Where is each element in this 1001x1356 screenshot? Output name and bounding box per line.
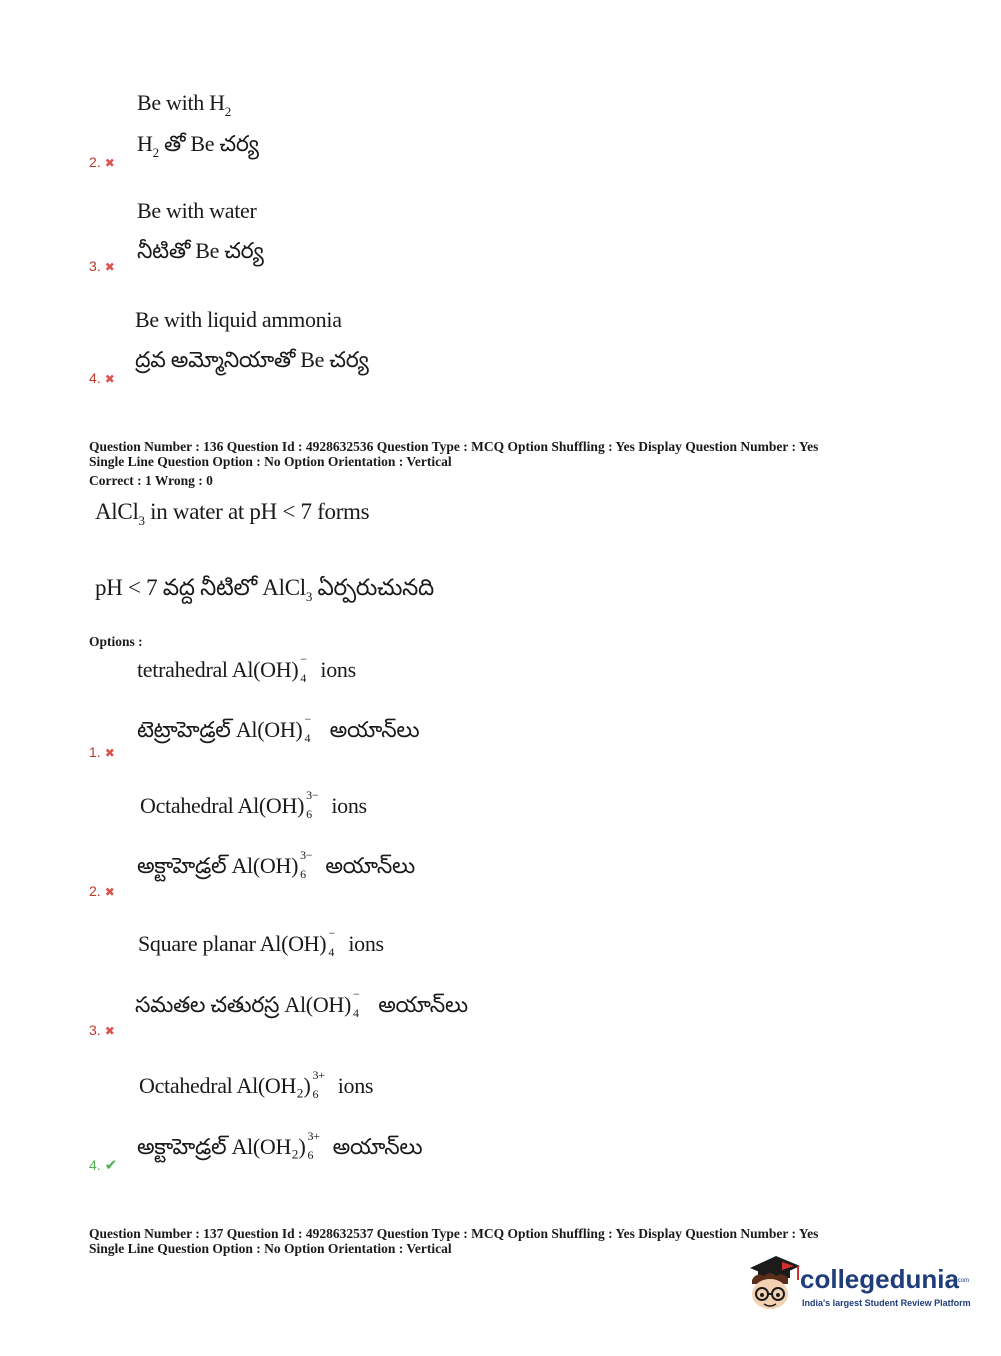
logo-wordmark: collegedunia (800, 1264, 959, 1294)
prev-option-4-english: Be with liquid ammonia (135, 307, 342, 332)
question-136-text-telugu: pH < 7 వద్ద నీటిలో AlCl$_3$ ఏర్పరుచునది (95, 575, 434, 604)
collegedunia-logo (742, 1250, 972, 1320)
prev-option-4-marker (89, 370, 115, 388)
option-3-telugu: సమతల చతురస్ర Al(OH) − 4 అయాన్‌లు (135, 986, 468, 1020)
prev-option-2-marker (89, 154, 115, 172)
prev-option-4-telugu: ద్రవ అమ్మోనియాతో Be చర్య (135, 347, 369, 372)
prev-option-3-marker (89, 258, 115, 276)
option-1-marker (89, 744, 115, 762)
question-136-marks: Correct : 1 Wrong : 0 (89, 473, 213, 488)
question-136-meta-line2: Single Line Question Option : No Option Orientation : Vertical (89, 454, 452, 469)
option-number: 3. (89, 1022, 101, 1038)
question-136-meta (89, 439, 818, 469)
options-label: Options : (89, 634, 143, 649)
question-137-meta-line1: Question Number : 137 Question Id : 4928632537 Question Type : MCQ Option Shuffling : Yes Display Question Number : Yes (89, 1226, 819, 1241)
option-3-english: Square planar Al(OH) − 4 ions (138, 925, 384, 959)
option-number: 3. (89, 258, 101, 274)
wrong-icon: ✖ (104, 746, 115, 760)
question-136-meta-line1: Question Number : 136 Question Id : 4928632536 Question Type : MCQ Option Shuffling : Yes Display Question Number : Yes (89, 439, 819, 454)
prev-option-2-telugu: $H_2$ తో Be చర్య (137, 131, 259, 160)
prev-option-2-english: Be with $H_2$ (137, 90, 231, 119)
option-number: 4. (89, 370, 101, 386)
wrong-icon: ✖ (104, 1024, 115, 1038)
option-4-english: Octahedral Al(OH₂) 3+ 6 ions (139, 1067, 374, 1101)
option-2-marker (89, 883, 115, 901)
prev-option-3-telugu: నీటితో Be చర్య (137, 238, 264, 263)
option-number: 4. (89, 1157, 101, 1173)
option-4-telugu: అక్టాహెడ్రల్ Al(OH₂) 3+ 6 అయాన్‌లు (137, 1128, 423, 1162)
option-1-telugu: టెట్రాహెడ్రల్ Al(OH) − 4 అయాన్‌లు (137, 711, 420, 745)
option-4-marker (89, 1156, 117, 1175)
wrong-icon: ✖ (104, 260, 115, 274)
option-2-telugu: అక్టాహెడ్రల్ Al(OH) 3− 6 అయాన్‌లు (137, 847, 415, 881)
prev-option-3-english: Be with water (137, 198, 257, 223)
option-number: 2. (89, 154, 101, 170)
option-1-english: tetrahedral Al(OH) − 4 ions (137, 651, 356, 685)
option-number: 1. (89, 744, 101, 760)
option-2-english: Octahedral Al(OH) 3− 6 ions (140, 787, 367, 821)
option-3-marker (89, 1022, 115, 1040)
wrong-icon: ✖ (104, 156, 115, 170)
wrong-icon: ✖ (104, 885, 115, 899)
question-136-text-english: AlCl$_3$ in water at pH < 7 forms (95, 499, 370, 528)
logo-suffix: .com (956, 1278, 970, 1284)
mascot-icon (742, 1250, 802, 1316)
question-137-meta-line2: Single Line Question Option : No Option Orientation : Vertical (89, 1241, 452, 1256)
option-number: 2. (89, 883, 101, 899)
wrong-icon: ✖ (104, 372, 115, 386)
logo-tagline: India's largest Student Review Platform (802, 1298, 971, 1308)
check-icon: ✔ (104, 1156, 118, 1174)
question-137-meta (89, 1226, 818, 1256)
